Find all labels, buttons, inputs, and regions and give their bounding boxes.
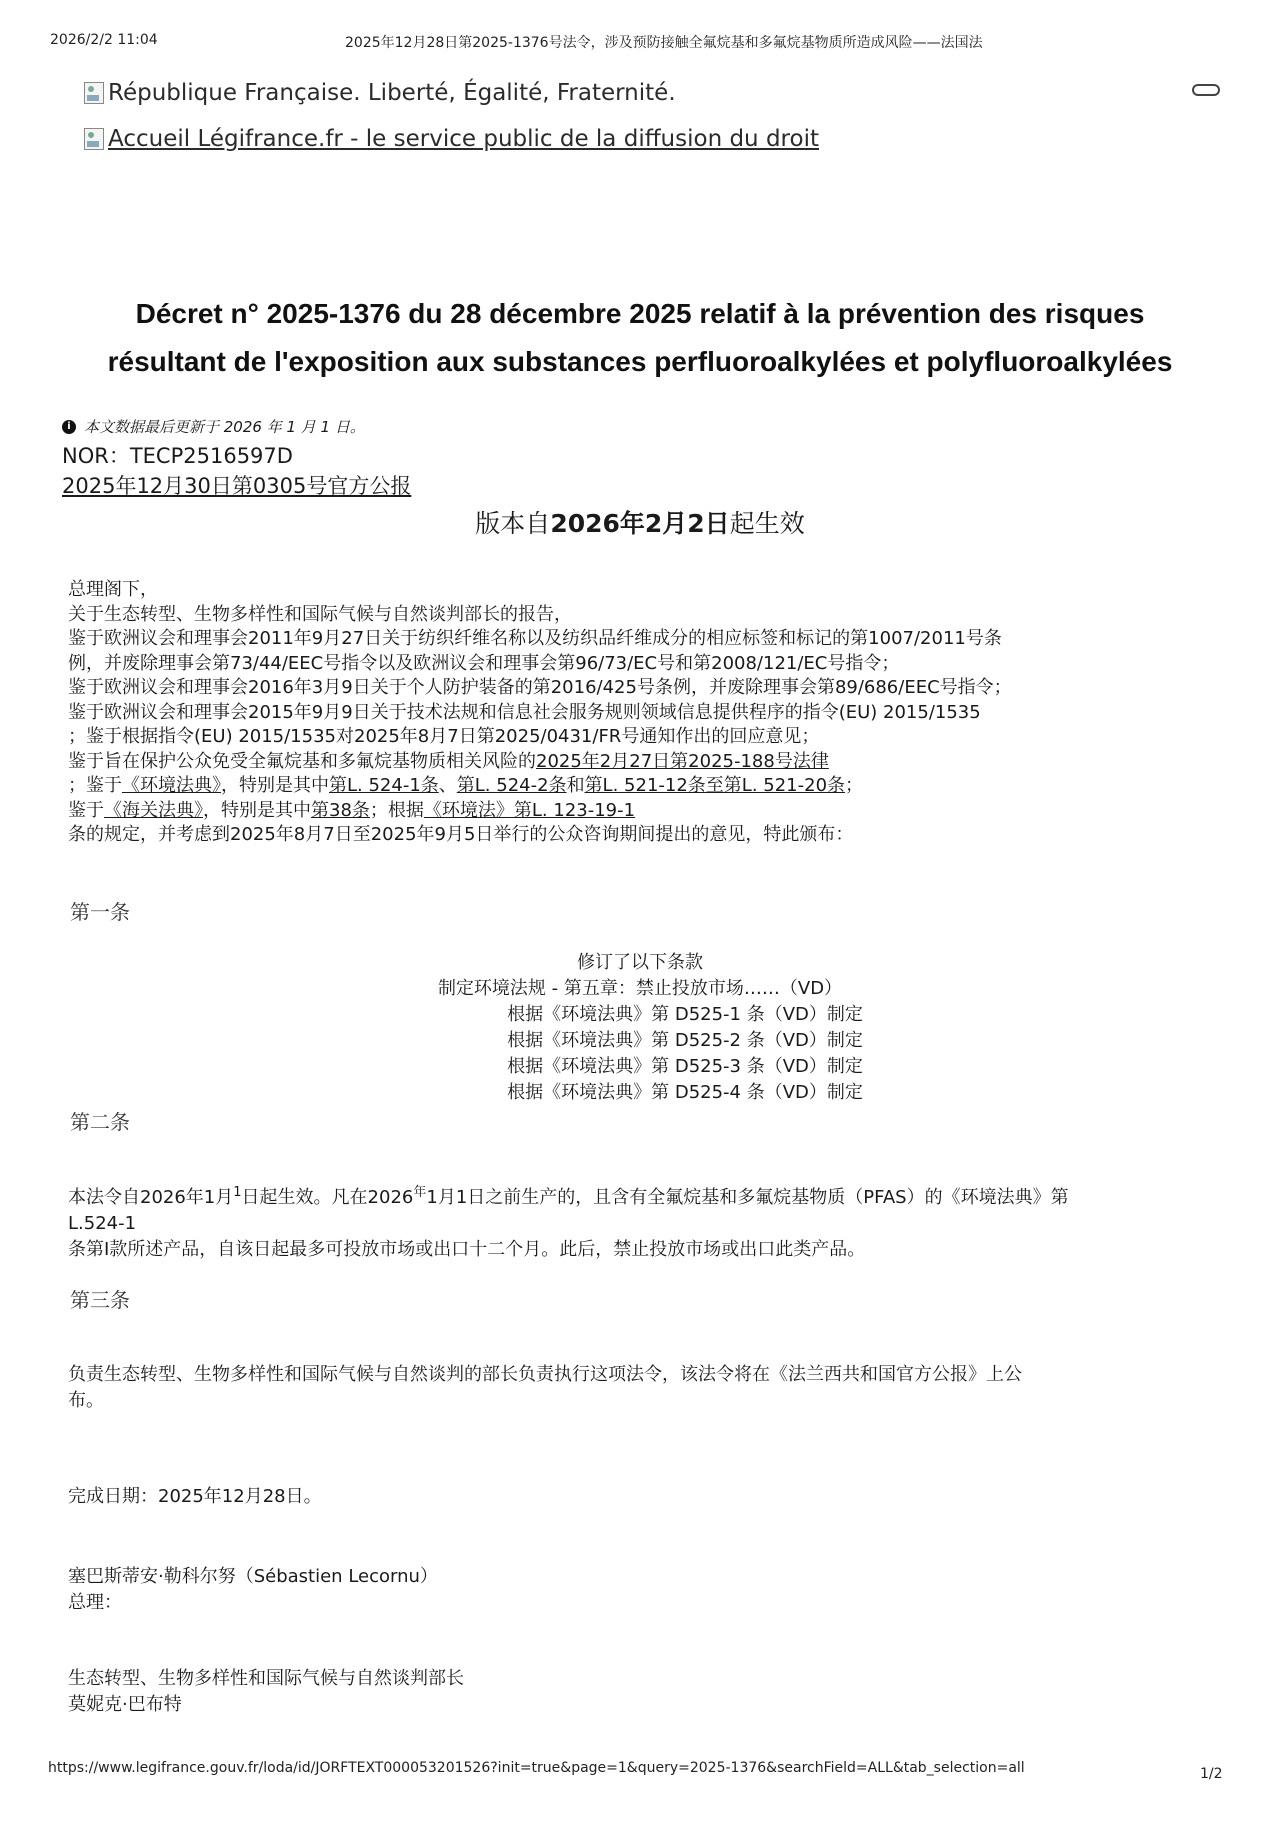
preamble-text: 和 — [566, 775, 585, 796]
version-date — [0, 504, 1280, 540]
version-date-value: 2026年2月2日 — [550, 509, 730, 538]
preamble-line: 条的规定，并考虑到2025年8月7日至2025年9月5日举行的公众咨询期间提出的意见，特此颁布： — [68, 824, 854, 845]
article-l524-2-link[interactable]: 第L. 524-2条 — [456, 775, 567, 796]
preamble-line: 总理阁下， — [68, 579, 158, 600]
broken-image-icon — [84, 128, 104, 150]
preamble-line — [68, 799, 1218, 824]
article-2-text: 1月1日之前生产的，且含有全氟烷基和多氟烷基物质（PFAS）的《环境法典》第 — [426, 1187, 1069, 1208]
amended-provisions — [0, 950, 1280, 1106]
article-2-heading: 第二条 — [70, 1110, 130, 1134]
last-update-text: 本文数据最后更新于 2026 年 1 月 1 日。 — [84, 418, 365, 436]
article-38-link[interactable]: 第38条 — [311, 799, 370, 821]
article-2-sup: 1 — [233, 1185, 242, 1200]
preamble-text: ； — [845, 775, 864, 796]
amended-article-ref[interactable]: 根据《环境法典》第 D525-1 条（VD）制定 — [507, 1004, 863, 1025]
print-date: 2026/2/2 11:04 — [50, 32, 158, 48]
prime-minister-name: 塞巴斯蒂安·勒科尔努（Sébastien Lecornu） — [68, 1566, 438, 1587]
print-footer-url: https://www.legifrance.gouv.fr/loda/id/JORFTEXT000053201526?init=true&page=1&query=2025-1376&searchField=ALL&tab_selection=all — [48, 1760, 1025, 1776]
article-2-body — [68, 1180, 1218, 1263]
article-l524-1-link[interactable]: 第L. 524-1条 — [329, 775, 439, 796]
customs-code-link[interactable]: 《海关法典》 — [104, 799, 203, 821]
article-3-heading: 第三条 — [70, 1288, 130, 1312]
amended-chapter: 制定环境法规 - 第五章：禁止投放市场……（VD） — [437, 978, 843, 999]
article-3-line: 负责生态转型、生物多样性和国际气候与自然谈判的部长负责执行这项法令，该法令将在《法兰西共和国官方公报》上公 — [68, 1364, 1022, 1385]
article-2-text: 本法令自2026年1月 — [68, 1187, 234, 1208]
official-journal-link[interactable]: 2025年12月30日第0305号官方公报 — [62, 474, 412, 498]
menu-toggle-button[interactable] — [1192, 84, 1220, 96]
preamble-line: ；鉴于根据指令(EU) 2015/1535对2025年8月7日第2025/0431/FR号通知作出的回应意见； — [68, 726, 820, 747]
page-title — [60, 290, 1220, 386]
article-3-body — [68, 1362, 1218, 1414]
article-2-line: 条第I款所述产品，自该日起最多可投放市场或出口十二个月。此后，禁止投放市场或出口此类产品。 — [68, 1239, 866, 1260]
preamble-text: ；鉴于 — [68, 775, 122, 796]
preamble — [68, 578, 1218, 848]
republique-logo-alt: République Française. Liberté, Égalité, Fraternité. — [108, 80, 676, 106]
preamble-line: 关于生态转型、生物多样性和国际气候与自然谈判部长的报告， — [68, 603, 572, 625]
broken-image-icon — [84, 82, 104, 104]
article-l521-range-link[interactable]: 第L. 521-12条至第L. 521-20条 — [584, 775, 846, 796]
amended-article-ref[interactable]: 根据《环境法典》第 D525-4 条（VD）制定 — [507, 1082, 863, 1103]
article-3-line: 布。 — [68, 1390, 104, 1411]
nor-number: NOR：TECP2516597D — [62, 444, 293, 468]
last-update-notice — [62, 416, 365, 437]
preamble-text: ，特别是其中 — [203, 799, 311, 821]
article-2-line: L.524-1 — [68, 1213, 137, 1234]
republique-logo[interactable] — [84, 80, 676, 106]
print-page-title: 2025年12月28日第2025-1376号法令，涉及预防接触全氟烷基和多氟烷基物质所造成风险——法国法 — [345, 35, 983, 51]
preamble-line — [68, 750, 1218, 775]
accueil-link[interactable] — [84, 126, 819, 152]
preamble-text: ；根据 — [369, 799, 424, 821]
preamble-line: 鉴于欧洲议会和理事会2016年3月9日关于个人防护装备的第2016/425号条例，并废除理事会第89/686/EEC号指令； — [68, 677, 1012, 698]
prime-minister-block — [68, 1564, 1218, 1616]
prime-minister-title: 总理： — [68, 1592, 122, 1613]
print-page-number: 1/2 — [1200, 1766, 1223, 1782]
version-suffix: 起生效 — [729, 509, 805, 538]
preamble-text: ，特别是其中 — [221, 775, 329, 796]
minister-title: 生态转型、生物多样性和国际气候与自然谈判部长 — [68, 1668, 464, 1689]
preamble-text: 鉴于旨在保护公众免受全氟烷基和多氟烷基物质相关风险的 — [68, 750, 536, 772]
environment-code-link[interactable]: 《环境法典》 — [122, 775, 221, 796]
preamble-line: 鉴于欧洲议会和理事会2015年9月9日关于技术法规和信息社会服务规则领域信息提供程序的指令(EU) 2015/1535 — [68, 701, 981, 723]
title-line-2: résultant de l'exposition aux substances perfluoroalkylées et polyfluoroalkylées — [107, 346, 1173, 377]
amended-article-ref[interactable]: 根据《环境法典》第 D525-2 条（VD）制定 — [507, 1030, 863, 1051]
preamble-line: 鉴于欧洲议会和理事会2011年9月27日关于纺织纤维名称以及纺织品纤维成分的相应标签和标记的第1007/2011号条 — [68, 628, 1002, 649]
title-line-1: Décret n° 2025-1376 du 28 décembre 2025 relatif à la prévention des risques — [135, 298, 1145, 329]
article-l123-19-1-link[interactable]: 《环境法》第L. 123-19-1 — [423, 799, 636, 821]
preamble-text: 、 — [438, 775, 457, 796]
version-prefix: 版本自 — [475, 509, 551, 538]
info-icon: i — [62, 420, 76, 434]
done-date: 完成日期：2025年12月28日。 — [68, 1486, 322, 1507]
amended-heading: 修订了以下条款 — [577, 952, 703, 973]
article-2-text: 日起生效。凡在2026 — [241, 1187, 414, 1208]
article-1-heading: 第一条 — [70, 900, 130, 924]
amended-article-ref[interactable]: 根据《环境法典》第 D525-3 条（VD）制定 — [507, 1056, 863, 1077]
law-2025-188-link[interactable]: 2025年2月27日第2025-188号法律 — [536, 750, 829, 772]
preamble-line: 例，并废除理事会第73/44/EEC号指令以及欧洲议会和理事会第96/73/EC号和第2008/121/EC号指令； — [68, 652, 900, 674]
article-2-sup: 年 — [413, 1185, 427, 1200]
preamble-text: 鉴于 — [68, 799, 104, 821]
minister-block — [68, 1666, 1218, 1718]
accueil-link-alt: Accueil Légifrance.fr - le service public de la diffusion du droit — [108, 126, 819, 152]
article-2-line — [68, 1180, 1218, 1211]
preamble-line — [68, 774, 1218, 799]
minister-name: 莫妮克·巴布特 — [68, 1694, 182, 1715]
